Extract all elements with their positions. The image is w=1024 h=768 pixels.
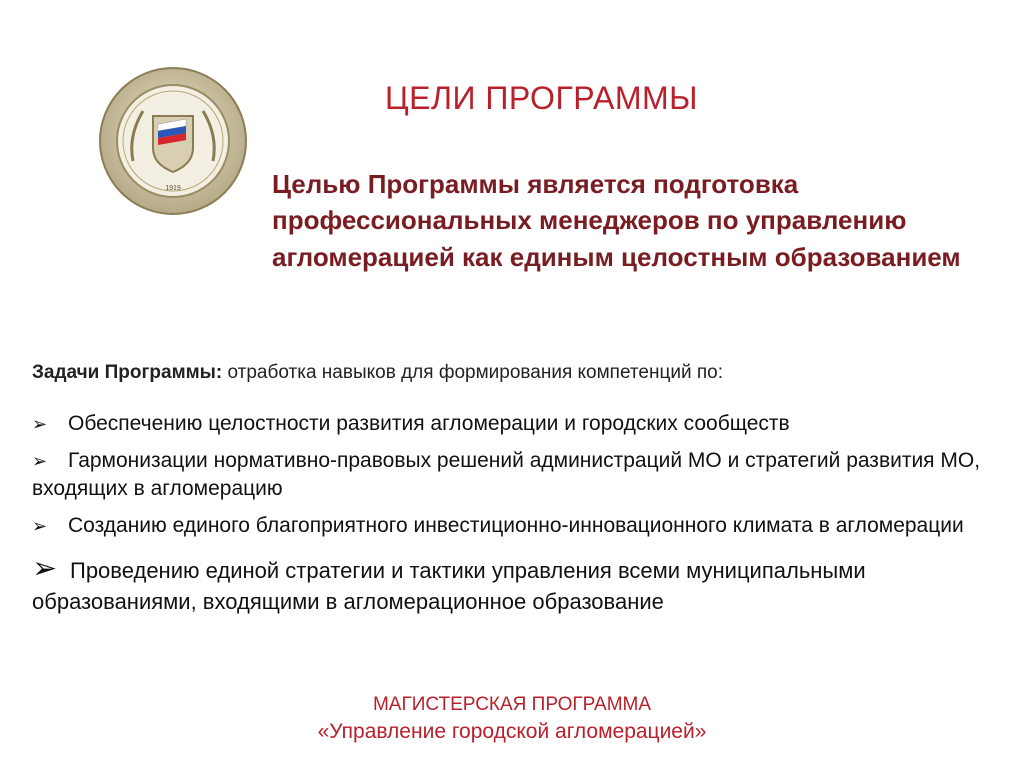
list-item [32, 512, 1012, 539]
list-item [32, 447, 1012, 502]
tasks-intro [32, 362, 992, 384]
arrow-bullet-icon: ➢ [32, 414, 48, 434]
task-list [32, 410, 1012, 627]
program-name: «Управление городской агломерацией» [317, 720, 707, 743]
arrow-bullet-icon: ➢ [32, 451, 48, 472]
svg-text:1919: 1919 [165, 185, 181, 192]
program-goal: Целью Программы является подготовка профессиональных менеджеров по управлению агломерацией как единым целостным образованием [272, 169, 961, 272]
program-footer [0, 694, 1024, 744]
program-type: МАГИСТЕРСКАЯ ПРОГРАММА [372, 694, 652, 715]
university-emblem-icon [98, 66, 248, 216]
arrow-bullet-icon: ➢ [32, 552, 58, 586]
tasks-label: Задачи Программы: [32, 362, 223, 383]
page-title: ЦЕЛИ ПРОГРАММЫ [385, 80, 698, 116]
list-item-text: Обеспечению целостности развития агломерации и городских сообществ [68, 412, 790, 435]
tasks-intro-text: отработка навыков для формирования компетенций по: [227, 362, 723, 383]
list-item-text: Проведению единой стратегии и тактики управления всеми муниципальными образованиями, входящими в агломерационное образование [32, 558, 866, 615]
list-item [32, 549, 1012, 617]
list-item-text: Созданию единого благоприятного инвестиционно-инновационного климата в агломерации [68, 513, 964, 537]
list-item [32, 410, 1012, 437]
arrow-bullet-icon: ➢ [32, 515, 48, 536]
list-item-text: Гармонизации нормативно-правовых решений администраций МО и стратегий развития МО, входящих в агломерацию [32, 449, 981, 500]
